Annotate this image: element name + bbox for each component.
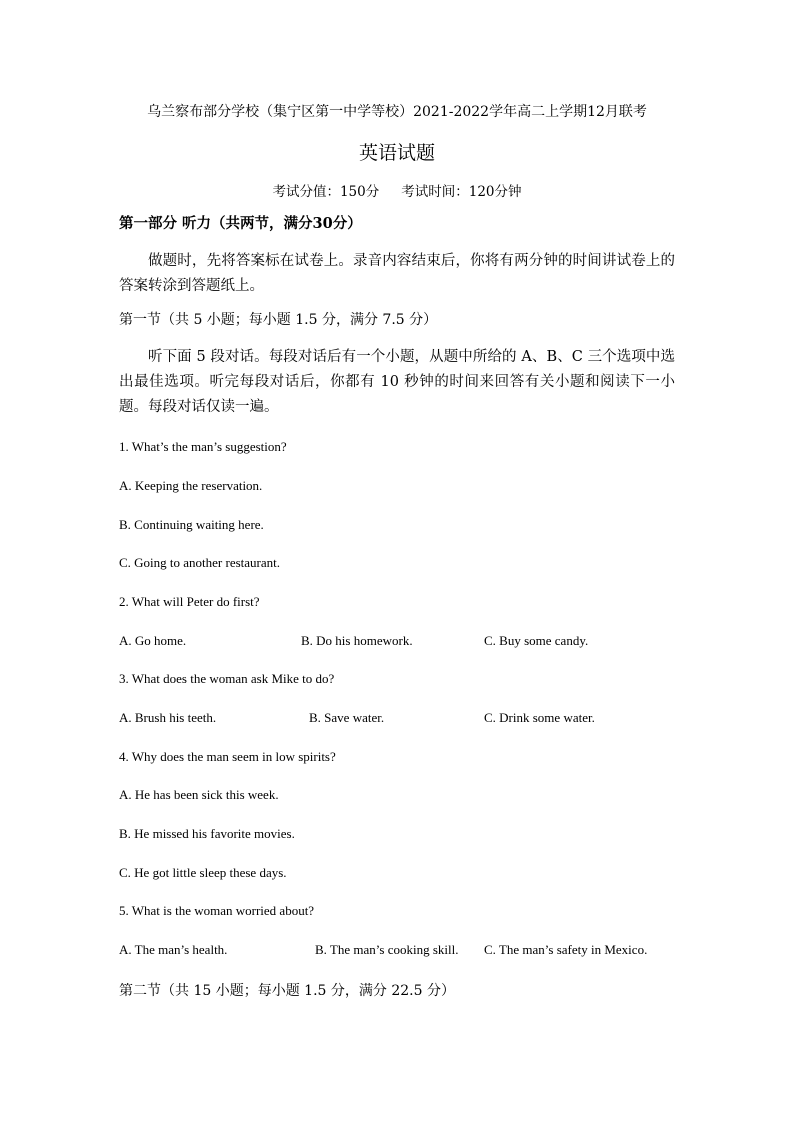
question-5-option-b: B. The man’s cooking skill. (315, 942, 459, 957)
question-2-option-c: C. Buy some candy. (484, 633, 589, 648)
exam-info (0, 180, 794, 200)
question-5-stem: 5. What is the woman worried about? (119, 903, 315, 918)
question-5-option-c: C. The man’s safety in Mexico. (484, 942, 648, 957)
section1-instructions: 听下面 5 段对话。每段对话后有一个小题，从题中所给的 A、B、C 三个选项中选出最佳选项。听完每段对话后，你都有 10 秒钟的时间来回答有关小题和阅读下一小题。每段对话仅读一遍。 (119, 349, 675, 415)
question-2-stem: 2. What will Peter do first? (119, 594, 260, 609)
question-2-option-b: B. Do his homework. (301, 633, 413, 648)
question-4-option-a: A. He has been sick this week. (119, 787, 279, 802)
part1-instructions: 做题时，先将答案标在试卷上。录音内容结束后，你将有两分钟的时间讲试卷上的答案转涂到答题纸上。 (119, 253, 675, 294)
question-4-option-b: B. He missed his favorite movies. (119, 826, 295, 841)
question-1-option-c: C. Going to another restaurant. (119, 555, 281, 570)
question-5-option-a: A. The man’s health. (119, 942, 228, 957)
section1-heading: 第一节（共 5 小题；每小题 1.5 分，满分 7.5 分） (119, 312, 438, 328)
question-3-stem: 3. What does the woman ask Mike to do? (119, 671, 335, 686)
school-title: 乌兰察布部分学校（集宁区第一中学等校）2021-2022学年高二上学期12月联考 (147, 104, 647, 120)
question-2-option-a: A. Go home. (119, 633, 187, 648)
question-1-stem: 1. What’s the man’s suggestion? (119, 439, 287, 454)
time-info: 考试时间：120分钟 (401, 184, 522, 200)
question-3-option-c: C. Drink some water. (484, 710, 595, 725)
question-3-option-a: A. Brush his teeth. (119, 710, 217, 725)
section2-heading: 第二节（共 15 小题；每小题 1.5 分，满分 22.5 分） (119, 983, 455, 999)
score-info: 考试分值：150分 (272, 184, 380, 200)
question-1-option-a: A. Keeping the reservation. (119, 478, 263, 493)
subject-title: 英语试题 (358, 142, 435, 164)
question-4-option-c: C. He got little sleep these days. (119, 865, 287, 880)
question-4-stem: 4. Why does the man seem in low spirits? (119, 749, 336, 764)
question-3-option-b: B. Save water. (309, 710, 385, 725)
question-1-option-b: B. Continuing waiting here. (119, 517, 264, 532)
part1-heading: 第一部分 听力（共两节，满分30分） (119, 215, 362, 232)
